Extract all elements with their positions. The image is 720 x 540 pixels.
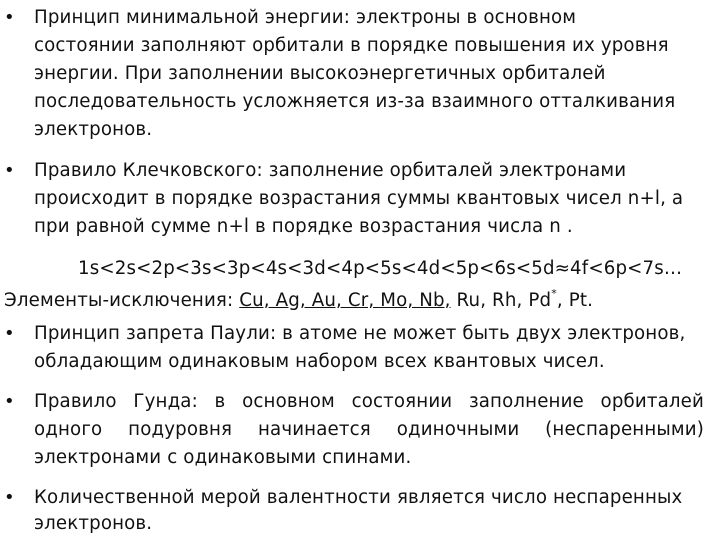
bullet-marker: • — [4, 391, 15, 412]
klechkovsky-rule-line-2: происходит в порядке возрастания суммы квантовых чисел n+l, а — [34, 188, 684, 209]
hund-rule-line-2: одного подуровня начинается одиночными (неспаренными) — [34, 419, 704, 440]
bullet-marker: • — [4, 160, 15, 181]
exceptions-rest-end: , Pt. — [556, 290, 594, 311]
pauli-principle-line-1: Принцип запрета Паули: в атоме не может быть двух электронов, — [34, 323, 686, 344]
klechkovsky-rule-line-1: Правило Клечковского: заполнение орбиталей электронами — [34, 160, 627, 181]
exceptions-underlined: Cu, Ag, Au, Cr, Mo, Nb, — [239, 290, 451, 311]
orbital-filling-sequence: 1s<2s<2p<3s<3p<4s<3d<4p<5s<4d<5p<6s<5d≈4f<6p<7s… — [78, 258, 683, 279]
exceptions-label: Элементы-исключения: — [4, 290, 234, 311]
exceptions-rest: Ru, Rh, Pd — [456, 290, 552, 311]
pauli-principle-line-2: обладающим одинаковым набором всех квантовых чисел. — [34, 351, 605, 372]
hund-rule-line-3: электронами с одинаковыми спинами. — [34, 447, 412, 468]
principle-min-energy-line-1: Принцип минимальной энергии: электроны в основном — [34, 7, 577, 28]
bullet-marker: • — [4, 7, 15, 28]
valence-measure-line-1: Количественной мерой валентности является число неспаренных — [34, 487, 683, 508]
bullet-marker: • — [4, 487, 15, 508]
valence-measure-line-2: электронов. — [34, 513, 153, 534]
principle-min-energy-line-4: последовательность усложняется из-за взаимного отталкивания — [34, 91, 676, 112]
bullet-marker: • — [4, 323, 15, 344]
principle-min-energy-line-2: состоянии заполняют орбитали в порядке повышения их уровня — [34, 35, 669, 56]
klechkovsky-rule-line-3: при равной сумме n+l в порядке возрастания числа n . — [34, 216, 573, 237]
exception-elements-line — [4, 288, 593, 314]
hund-rule-line-1: Правило Гунда: в основном состоянии заполнение орбиталей — [34, 391, 704, 412]
principle-min-energy-line-3: энергии. При заполнении высокоэнергетичных орбиталей — [34, 63, 606, 84]
principle-min-energy-line-5: электронов. — [34, 119, 153, 140]
exceptions-footnote-mark: * — [551, 286, 557, 300]
